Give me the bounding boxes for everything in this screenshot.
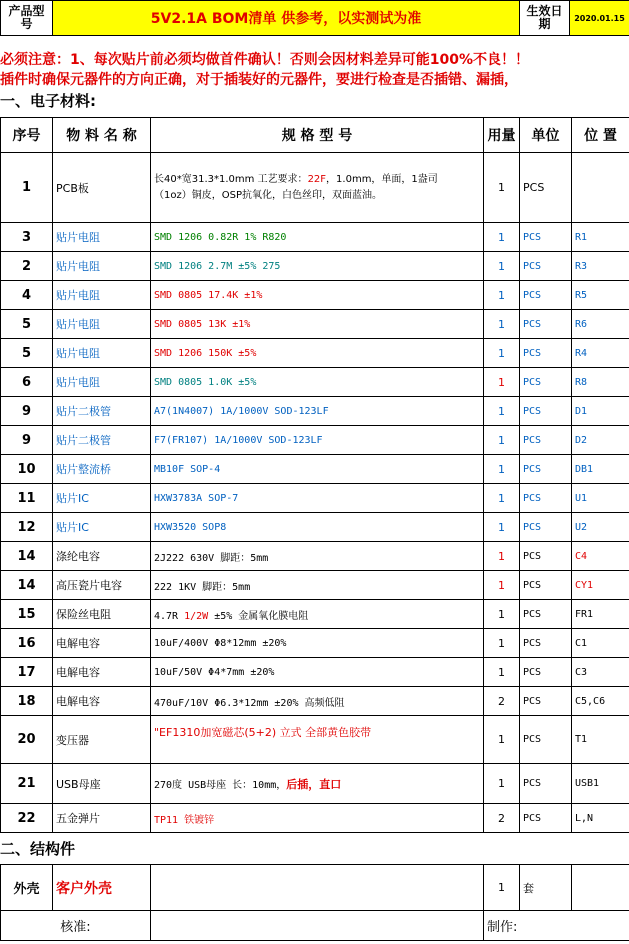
row-spec: 470uF/10V Φ6.3*12mm ±20% 高频低阻 (151, 687, 484, 716)
row-spec: SMD 1206 2.7M ±5% 275 (151, 252, 484, 281)
table-row (1, 716, 629, 764)
row-name: 贴片IC (53, 513, 151, 542)
row-seq: 15 (1, 600, 53, 629)
row-spec (151, 865, 484, 911)
row-qty: 1 (484, 310, 520, 339)
row-qty: 1 (484, 764, 520, 804)
row-unit: PCS (520, 804, 572, 833)
row-seq: 5 (1, 339, 53, 368)
row-qty: 1 (484, 600, 520, 629)
row-name: 五金弹片 (53, 804, 151, 833)
row-pos: C3 (572, 658, 629, 687)
row-name: 客户外壳 (53, 865, 151, 911)
row-seq: 10 (1, 455, 53, 484)
row-pos: R4 (572, 339, 629, 368)
row-spec: A7(1N4007) 1A/1000V SOD-123LF (151, 397, 484, 426)
row-name: 贴片电阻 (53, 368, 151, 397)
row-name: 贴片电阻 (53, 310, 151, 339)
structure-table (0, 864, 629, 941)
row-spec: TP11 铁镀锌 (151, 804, 484, 833)
col-qty: 用量 (484, 118, 520, 153)
row-pos: C4 (572, 542, 629, 571)
row-spec: 长40*宽31.3*1.0mm 工艺要求：22F，1.0mm，单面，1盎司 （1oz）铜皮，OSP抗氧化，白色丝印，双面蓝油。 (151, 153, 484, 223)
row-unit: 套 (520, 865, 572, 911)
review-value (151, 911, 484, 941)
section-electronic: 一、电子材料: (0, 92, 96, 110)
row-seq: 2 (1, 252, 53, 281)
table-row (1, 368, 629, 397)
row-unit: PCS (520, 687, 572, 716)
row-qty: 1 (484, 513, 520, 542)
row-seq: 3 (1, 223, 53, 252)
table-row (1, 426, 629, 455)
table-row (1, 804, 629, 833)
row-pos: D1 (572, 397, 629, 426)
col-seq: 序号 (1, 118, 53, 153)
row-name: 电解电容 (53, 687, 151, 716)
row-pos: U1 (572, 484, 629, 513)
row-qty: 1 (484, 153, 520, 223)
row-unit: PCS (520, 455, 572, 484)
row-pos: U2 (572, 513, 629, 542)
row-qty: 1 (484, 397, 520, 426)
row-seq: 22 (1, 804, 53, 833)
row-pos: R3 (572, 252, 629, 281)
row-name: 高压瓷片电容 (53, 571, 151, 600)
row-pos (572, 153, 629, 223)
row-unit: PCS (520, 339, 572, 368)
notice-line-2: 插件时确保元器件的方向正确，对于插装好的元器件，要进行检查是否插错、漏插， (0, 72, 518, 88)
table-row (1, 571, 629, 600)
row-spec: HXW3783A SOP-7 (151, 484, 484, 513)
row-unit: PCS (520, 397, 572, 426)
row-pos: DB1 (572, 455, 629, 484)
col-spec: 规 格 型 号 (151, 118, 484, 153)
row-spec: 270度 USB母座 长：10mm，后插，直口 (151, 764, 484, 804)
row-qty: 1 (484, 629, 520, 658)
bom-table (0, 117, 629, 833)
row-seq: 12 (1, 513, 53, 542)
row-spec: SMD 0805 1.0K ±5% (151, 368, 484, 397)
row-seq: 14 (1, 542, 53, 571)
row-seq: 6 (1, 368, 53, 397)
row-name: 贴片电阻 (53, 281, 151, 310)
row-spec: 10uF/400V Φ8*12mm ±20% (151, 629, 484, 658)
table-row (1, 513, 629, 542)
row-pos: C1 (572, 629, 629, 658)
row-spec: MB10F SOP-4 (151, 455, 484, 484)
row-spec: SMD 1206 0.82R 1% R820 (151, 223, 484, 252)
row-spec: 222 1KV 脚距：5mm (151, 571, 484, 600)
notice-line-1: 必须注意：1、每次贴片前必须均做首件确认！否则会因材料差异可能100%不良！！ (0, 52, 529, 68)
row-pos: D2 (572, 426, 629, 455)
date-value: 2020.01.15 (570, 1, 629, 36)
row-pos: L,N (572, 804, 629, 833)
row-name: USB母座 (53, 764, 151, 804)
row-unit: PCS (520, 629, 572, 658)
row-seq: 14 (1, 571, 53, 600)
row-seq: 外壳 (1, 865, 53, 911)
row-pos: R1 (572, 223, 629, 252)
row-pos: R5 (572, 281, 629, 310)
row-unit: PCS (520, 310, 572, 339)
row-qty: 1 (484, 339, 520, 368)
table-row (1, 153, 629, 223)
row-qty: 1 (484, 223, 520, 252)
row-spec: 2J222 630V 脚距：5mm (151, 542, 484, 571)
table-row (1, 600, 629, 629)
row-seq: 21 (1, 764, 53, 804)
row-spec: "EF1310加宽磁芯(5+2) 立式 全部黄色胶带 (151, 716, 484, 764)
row-unit: PCS (520, 153, 572, 223)
row-unit: PCS (520, 600, 572, 629)
row-name: PCB板 (53, 153, 151, 223)
table-row (1, 542, 629, 571)
row-pos: FR1 (572, 600, 629, 629)
row-spec: SMD 0805 17.4K ±1% (151, 281, 484, 310)
table-row (1, 223, 629, 252)
row-name: 贴片电阻 (53, 339, 151, 368)
row-qty: 1 (484, 716, 520, 764)
row-seq: 17 (1, 658, 53, 687)
row-unit: PCS (520, 426, 572, 455)
row-spec: 10uF/50V Φ4*7mm ±20% (151, 658, 484, 687)
row-pos: R6 (572, 310, 629, 339)
row-qty: 1 (484, 658, 520, 687)
row-name: 贴片二极管 (53, 397, 151, 426)
table-row (1, 687, 629, 716)
row-unit: PCS (520, 252, 572, 281)
row-seq: 5 (1, 310, 53, 339)
make-label: 制作: (484, 911, 629, 941)
row-name: 贴片二极管 (53, 426, 151, 455)
review-label: 核准: (1, 911, 151, 941)
table-row (1, 764, 629, 804)
row-qty: 1 (484, 426, 520, 455)
row-qty: 1 (484, 571, 520, 600)
row-seq: 9 (1, 397, 53, 426)
row-qty: 1 (484, 281, 520, 310)
row-name: 保险丝电阻 (53, 600, 151, 629)
row-seq: 20 (1, 716, 53, 764)
row-qty: 2 (484, 804, 520, 833)
row-qty: 1 (484, 484, 520, 513)
row-spec: HXW3520 SOP8 (151, 513, 484, 542)
row-spec: SMD 1206 150K ±5% (151, 339, 484, 368)
row-name: 贴片电阻 (53, 252, 151, 281)
row-unit: PCS (520, 571, 572, 600)
row-qty: 1 (484, 542, 520, 571)
row-unit: PCS (520, 223, 572, 252)
table-row (1, 455, 629, 484)
row-name: 电解电容 (53, 658, 151, 687)
table-row (1, 281, 629, 310)
header-table (0, 0, 629, 36)
row-spec: 4.7R 1/2W ±5% 金属氧化膜电阻 (151, 600, 484, 629)
row-pos: C5,C6 (572, 687, 629, 716)
table-row (1, 252, 629, 281)
row-name: 贴片电阻 (53, 223, 151, 252)
row-name: 电解电容 (53, 629, 151, 658)
row-name: 变压器 (53, 716, 151, 764)
row-pos: T1 (572, 716, 629, 764)
row-unit: PCS (520, 484, 572, 513)
model-label: 产品型号 (1, 1, 53, 36)
row-pos: R8 (572, 368, 629, 397)
row-qty: 2 (484, 687, 520, 716)
table-row (1, 310, 629, 339)
row-seq: 9 (1, 426, 53, 455)
page-title: 5V2.1A BOM清单 供参考，以实测试为准 (53, 1, 520, 36)
row-seq: 1 (1, 153, 53, 223)
row-qty: 1 (484, 368, 520, 397)
row-unit: PCS (520, 764, 572, 804)
table-row (1, 658, 629, 687)
table-row (1, 339, 629, 368)
col-unit: 单位 (520, 118, 572, 153)
table-row (1, 484, 629, 513)
row-qty: 1 (484, 455, 520, 484)
row-name: 贴片IC (53, 484, 151, 513)
row-qty: 1 (484, 252, 520, 281)
row-pos (572, 865, 629, 911)
table-row (1, 397, 629, 426)
table-row (1, 865, 629, 911)
row-seq: 16 (1, 629, 53, 658)
row-unit: PCS (520, 513, 572, 542)
footer-row (1, 911, 629, 941)
row-name: 涤纶电容 (53, 542, 151, 571)
row-spec: F7(FR107) 1A/1000V SOD-123LF (151, 426, 484, 455)
row-unit: PCS (520, 368, 572, 397)
row-name: 贴片整流桥 (53, 455, 151, 484)
row-seq: 18 (1, 687, 53, 716)
table-row (1, 629, 629, 658)
row-spec: SMD 0805 13K ±1% (151, 310, 484, 339)
col-pos: 位 置 (572, 118, 629, 153)
row-unit: PCS (520, 281, 572, 310)
row-qty: 1 (484, 865, 520, 911)
row-seq: 11 (1, 484, 53, 513)
date-label: 生效日期 (520, 1, 570, 36)
row-pos: CY1 (572, 571, 629, 600)
row-unit: PCS (520, 658, 572, 687)
row-pos: USB1 (572, 764, 629, 804)
row-unit: PCS (520, 716, 572, 764)
row-seq: 4 (1, 281, 53, 310)
section-structure: 二、结构件 (0, 840, 76, 858)
col-name: 物 料 名 称 (53, 118, 151, 153)
row-unit: PCS (520, 542, 572, 571)
